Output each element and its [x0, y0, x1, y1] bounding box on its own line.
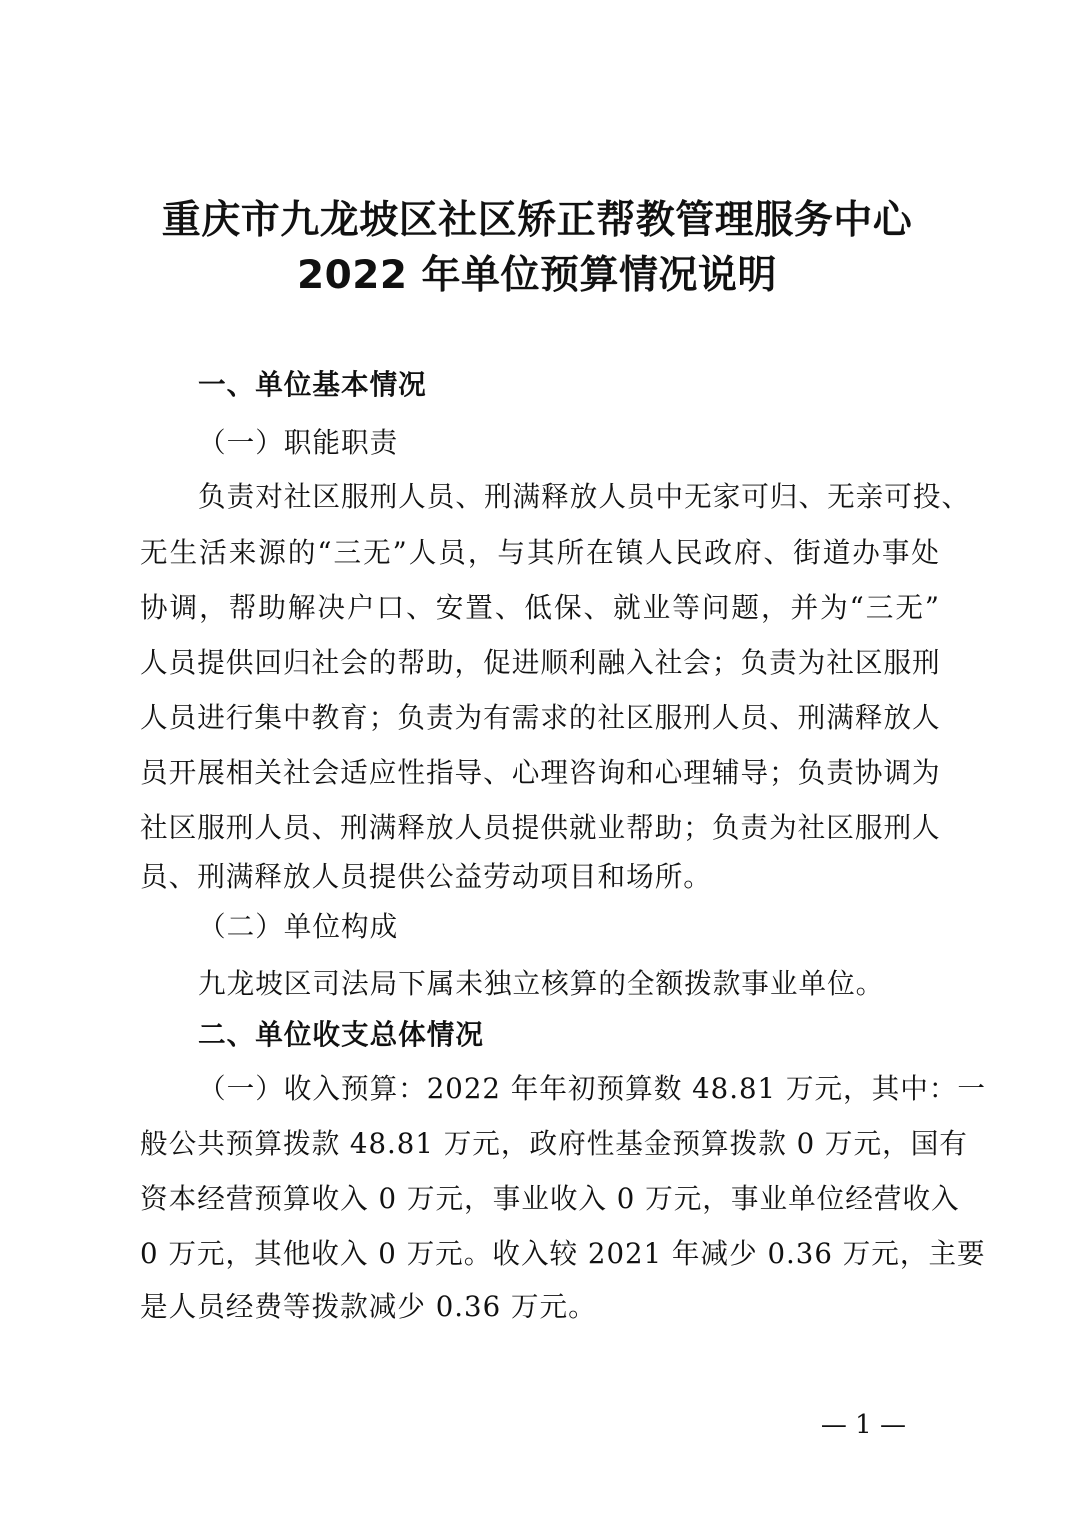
paragraph-line: 社区服刑人员、刑满释放人员提供就业帮助；负责为社区服刑人 — [140, 811, 941, 844]
page-number: — 1 — — [820, 1410, 906, 1440]
paragraph-line: （一）收入预算：2022 年年初预算数 48.81 万元，其中：一 — [198, 1072, 987, 1105]
paragraph-line: 员、刑满释放人员提供公益劳动项目和场所。 — [140, 860, 712, 893]
paragraph-line: 负责对社区服刑人员、刑满释放人员中无家可归、无亲可投、 — [198, 480, 971, 513]
paragraph-line: 般公共预算拨款 48.81 万元，政府性基金预算拨款 0 万元，国有 — [140, 1127, 968, 1160]
paragraph-line: 人员进行集中教育；负责为有需求的社区服刑人员、刑满释放人 — [140, 701, 941, 734]
paragraph-line: 九龙坡区司法局下属未独立核算的全额拨款事业单位。 — [198, 967, 885, 1000]
section-heading-overall-budget: 二、单位收支总体情况 — [198, 1018, 484, 1051]
paragraph-line: 员开展相关社会适应性指导、心理咨询和心理辅导；负责协调为 — [140, 756, 941, 789]
paragraph-line: 无生活来源的“三无”人员，与其所在镇人民政府、街道办事处 — [140, 536, 940, 569]
section-heading-basic-info: 一、单位基本情况 — [198, 368, 427, 401]
document-title-line-1: 重庆市九龙坡区社区矫正帮教管理服务中心 — [161, 198, 913, 243]
paragraph-line: 资本经营预算收入 0 万元，事业收入 0 万元，事业单位经营收入 — [140, 1182, 960, 1215]
paragraph-line: 0 万元，其他收入 0 万元。收入较 2021 年减少 0.36 万元，主要 — [140, 1237, 986, 1270]
document-title-line-2: 2022 年单位预算情况说明 — [296, 253, 778, 298]
paragraph-line: 协调，帮助解决户口、安置、低保、就业等问题，并为“三无” — [140, 591, 940, 624]
subsection-heading-duties: （一）职能职责 — [198, 426, 399, 459]
paragraph-line: 人员提供回归社会的帮助，促进顺利融入社会；负责为社区服刑 — [140, 646, 941, 679]
subsection-heading-composition: （二）单位构成 — [198, 910, 399, 943]
paragraph-line: 是人员经费等拨款减少 0.36 万元。 — [140, 1290, 597, 1323]
